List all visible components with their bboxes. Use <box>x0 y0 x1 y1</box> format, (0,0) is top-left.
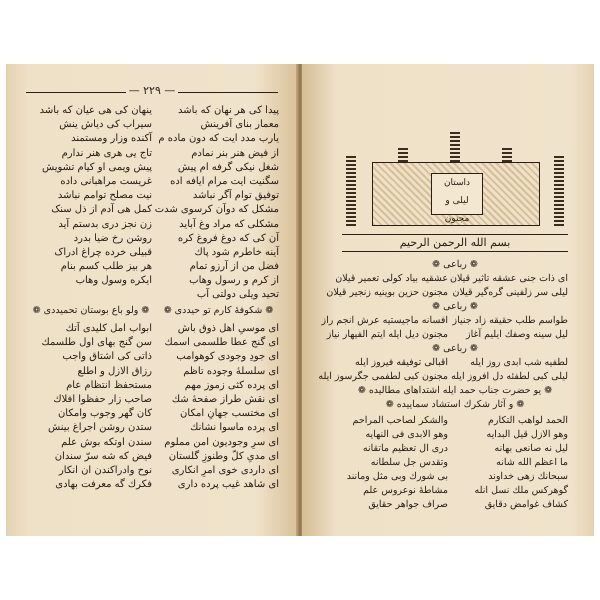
page-number: — ٢٢٩ — <box>128 84 176 97</box>
verse-line: ای پرده ماسوا نشانك <box>190 422 279 434</box>
verse-row <box>342 484 568 498</box>
section-heading: ❁ رباعی ❁ <box>432 343 478 354</box>
hemistich: اقبالی توفیقه فیروز ایله <box>354 357 448 368</box>
verse-row <box>342 428 568 442</box>
hemistich: مجنون دیل ایله ایتم الفیهار نیاز <box>326 329 448 340</box>
verse-line: از کرم و رسول وهاب <box>189 275 279 287</box>
verse-line: سندن اوتکه بوش علم <box>61 436 152 448</box>
verse-line: ینهان کی هی عیان که باشد <box>39 105 152 116</box>
verse-line: هر بیز طلب کسم بنام <box>60 261 152 273</box>
frame-title-line: لیلی و مجنون <box>444 196 470 224</box>
verse-line: پیدا کی هر نهان که باشد <box>178 105 279 116</box>
verse-line: آن کی که دوغ فروغ کره <box>177 232 279 244</box>
hemistich: وتقدس جل سلطانه <box>370 457 448 468</box>
verse-line: ای مختسب جهانِ امکان <box>180 408 279 420</box>
hemistich: صراف جواهر حقایق <box>368 499 448 510</box>
verse-line: فیض که شه سرّ سندان <box>54 450 152 462</box>
verse-line: روشن رخ ضیا بدرد <box>73 232 152 244</box>
verse-line: ای شاهد غیب پرده دارى <box>177 479 279 491</box>
ornament-tower <box>554 156 564 226</box>
hemistich: طواسم طلب حقیقه زاد جنیاز <box>452 315 568 326</box>
verse-line: رزاق الازل و اطلع <box>77 365 152 377</box>
verse-line: سن گنج بهای اول طلسمك <box>41 337 152 349</box>
verse-line: نیت مصلح توامم نباشد <box>57 190 152 202</box>
hemistich: مشاطهٔ نوعروس علم <box>363 485 448 496</box>
verse-line: نوح وادراکندن ان انکار <box>58 464 152 476</box>
hemistich: لیلی سر زلفینی گره‌گیر قیلان <box>452 287 568 298</box>
verse-line: پیش ویمی او کیام تشویش <box>41 161 152 173</box>
verse-line: فکرك گه معرفت بهادى <box>55 479 152 491</box>
verse-line: غریست مراهبانی داده <box>60 175 152 187</box>
hemistich: الحمد لواهب التکارم <box>488 415 568 426</box>
hemistich: کشاف غوامض دقایق <box>484 499 568 510</box>
hemistich: دری ال تعظیم ماتقانه <box>362 443 448 454</box>
verse-line: ای داردی خوی امرِ انکاری <box>171 464 279 476</box>
verse-line: ای موسیِ اهل ذوق باش <box>177 323 279 334</box>
verse-column-left-half <box>34 104 152 303</box>
verse-line: سیراب کی دیاش ینش <box>59 119 152 131</box>
verse-line: ذاتی کی اشتاق واجب <box>62 351 152 363</box>
verse-row <box>321 314 568 328</box>
verse-row <box>342 498 568 512</box>
verse-line: ای نقش طراز صفحهٔ شك <box>171 393 279 405</box>
verse-line <box>34 288 152 302</box>
section-heading: ❁ شکوفهٔ کارم تو حیددی ❁ <box>163 305 274 316</box>
open-book <box>6 64 594 536</box>
verse-line: ایکره وسول وهاب <box>75 275 152 287</box>
verse-line: ای جودِ وجودی کوهوامب <box>176 351 279 363</box>
verse-row <box>326 328 568 342</box>
hemistich: مجنون حزین بوینیه زنجیر قیلان <box>326 287 448 298</box>
verse-line: سگنیت ایت مرام ایافه اده <box>170 175 279 187</box>
hemistich: لیل نه صانعی بهانه <box>494 443 568 454</box>
verse-row <box>342 356 568 370</box>
hemistich: لیلی کبی لطفئه دل افروز ایله <box>451 371 568 382</box>
hemistich: مجنون کبی لطفمی جگرسوز ایله <box>318 371 448 382</box>
verse-row <box>318 370 568 384</box>
verse-row <box>326 286 568 300</box>
section-heading: ❁ یو حضرت جناب حمد ایله اشتداهای مطالیده ❁ <box>357 385 553 396</box>
verse-line: توفیق توام آگر نباشد <box>192 190 279 202</box>
verse-line: شغل نیکی گرفه ام پیش <box>177 161 279 173</box>
verse-row <box>342 414 568 428</box>
verse-line: مشکل که دوآن کرسوی شدت <box>154 204 279 216</box>
frame-title-line: داستان <box>443 178 471 188</box>
verse-line: مستحفظ انتظام عام <box>66 379 152 391</box>
verse-row <box>342 456 568 470</box>
ornament-tower <box>346 156 356 226</box>
verse-line: ای سلسلهٔ وجوده تاظم <box>183 365 279 377</box>
verse-column-left-half-lower <box>34 322 152 492</box>
hemistich: ما اعظم الله شانه <box>496 457 568 468</box>
verse-line: ای گنج عطا طلسمی اسمك <box>164 337 279 349</box>
hemistich: وهو الابدی فی النهایه <box>365 429 448 440</box>
section-heading: ❁ رباعی ❁ <box>432 301 478 312</box>
verse-line: ای پرده کثی زموز مهم <box>184 379 279 391</box>
verse-line: تاج یی هری هنر ندارم <box>61 147 152 159</box>
verse-line: صاحب زار حفظوا افلاك <box>53 393 152 405</box>
section-heading: ❁ ولو باع بوستان تحمیددی ❁ <box>32 305 150 316</box>
hemistich: بی شورك وبی مثل ومانند <box>346 471 448 482</box>
verse-line: ستدن روشن اجراغ بینش <box>48 422 152 434</box>
right-page <box>302 64 594 536</box>
verse-row <box>342 442 568 456</box>
hemistich: ای ذات جنی عشقه تاثیر قیلان <box>449 273 568 284</box>
verse-line: ابواب امل کلیدی آتك <box>65 323 152 334</box>
hemistich: لطفیه شب ابدی روز ایله <box>470 357 568 368</box>
verse-line: کان گهر وجوب وامکان <box>57 408 152 420</box>
ornamental-frame <box>342 108 568 226</box>
hemistich: سبحانك زهی خداوند <box>488 471 568 482</box>
title-panel <box>431 173 483 224</box>
verse-line: ای سرِ وجودیون امن مملوم <box>164 436 279 448</box>
verse-line: ای مدیِ کلّ وطنوزِ گلستان <box>168 450 279 462</box>
verse-line: فضل من از آرزو تمام <box>189 261 279 273</box>
verse-line: یارب مدد ایت که دون ماده م <box>158 133 279 145</box>
title-frame <box>372 162 540 226</box>
verse-line: تحید ویلی دولتی آب <box>196 289 279 301</box>
verse-line: معمار بنای آفرینش <box>200 119 279 131</box>
verse-line: از فیض هنر بنر نمادم <box>191 147 279 159</box>
verse-row <box>342 470 568 484</box>
section-heading: ❁ رباعی ❁ <box>432 259 478 270</box>
left-page <box>6 64 298 536</box>
verse-line: مشکلی که مراد وغ آباید <box>179 218 279 230</box>
hemistich: گوهرکس ملك نسل انله <box>474 485 568 496</box>
hemistich: لیل سینه وصفك ایلیم آغاز <box>466 329 568 340</box>
hemistich: وهو الازل قیل البدایه <box>486 429 568 440</box>
verse-line: زن نجز دری بدستم آید <box>58 218 152 230</box>
hemistich: افسانه ماجیستیه عرش انجم راز <box>321 315 448 326</box>
verse-line: کمل هی آدم از ذل سنک <box>51 204 152 216</box>
basmala-band: بسم الله الرحمن الرحیم <box>342 234 568 252</box>
verse-column-right-half <box>154 104 279 303</box>
verse-line: آکنده وزار ومستمند <box>71 133 152 145</box>
hemistich: عشقیه بیاد کولی تعمیر قیلان <box>335 273 448 284</box>
verse-line: آینه خاطرم شود پاك <box>194 246 279 258</box>
verse-row <box>335 272 568 286</box>
section-heading: ❁ و آثار شکرك استشاد سماییده ❁ <box>385 399 525 410</box>
verse-line: قبیلی خرده چراغ ادراک <box>54 246 152 258</box>
verse-column-right-half-lower <box>161 322 279 492</box>
hemistich: والشکر لصاحب المراحم <box>352 415 448 426</box>
